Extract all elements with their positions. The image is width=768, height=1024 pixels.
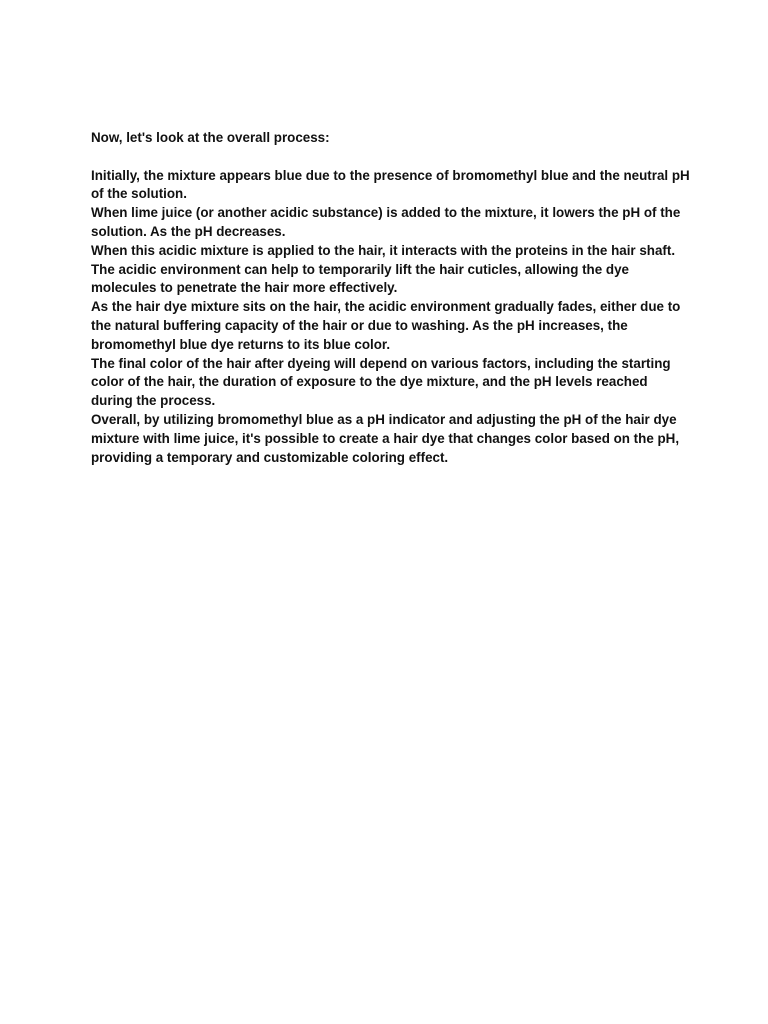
document-body xyxy=(91,129,691,467)
paragraph-overall-summary: Overall, by utilizing bromomethyl blue as a pH indicator and adjusting the pH of the hair dye mixture with lime juice, it's possible to create a hair dye that changes color based on the pH, providing a temporary and customizable coloring effect. xyxy=(91,411,680,465)
paragraph-ph-increase: As the hair dye mixture sits on the hair, the acidic environment gradually fades, either due to the natural buffering capacity of the hair or due to washing. As the pH increases, the bromomethyl blue dye returns to its blue color. xyxy=(91,299,681,352)
paragraph-initial-state: Initially, the mixture appears blue due to the presence of bromomethyl blue and the neutral pH of the solution. xyxy=(91,167,690,202)
paragraph-add-lime-juice: When lime juice (or another acidic substance) is added to the mixture, it lowers the pH of the solution. As the pH decreases. xyxy=(91,205,681,239)
section-heading: Now, let's look at the overall process: xyxy=(91,130,330,145)
paragraph-final-color: The final color of the hair after dyeing will depend on various factors, including the starting color of the hair, the duration of exposure to the dye mixture, and the pH levels reached during the process. xyxy=(91,355,671,409)
paragraph-apply-to-hair: When this acidic mixture is applied to the hair, it interacts with the proteins in the hair shaft. The acidic environment can help to temporarily lift the hair cuticles, allowing the dye molecules to penetrate the hair more effectively. xyxy=(91,242,676,296)
